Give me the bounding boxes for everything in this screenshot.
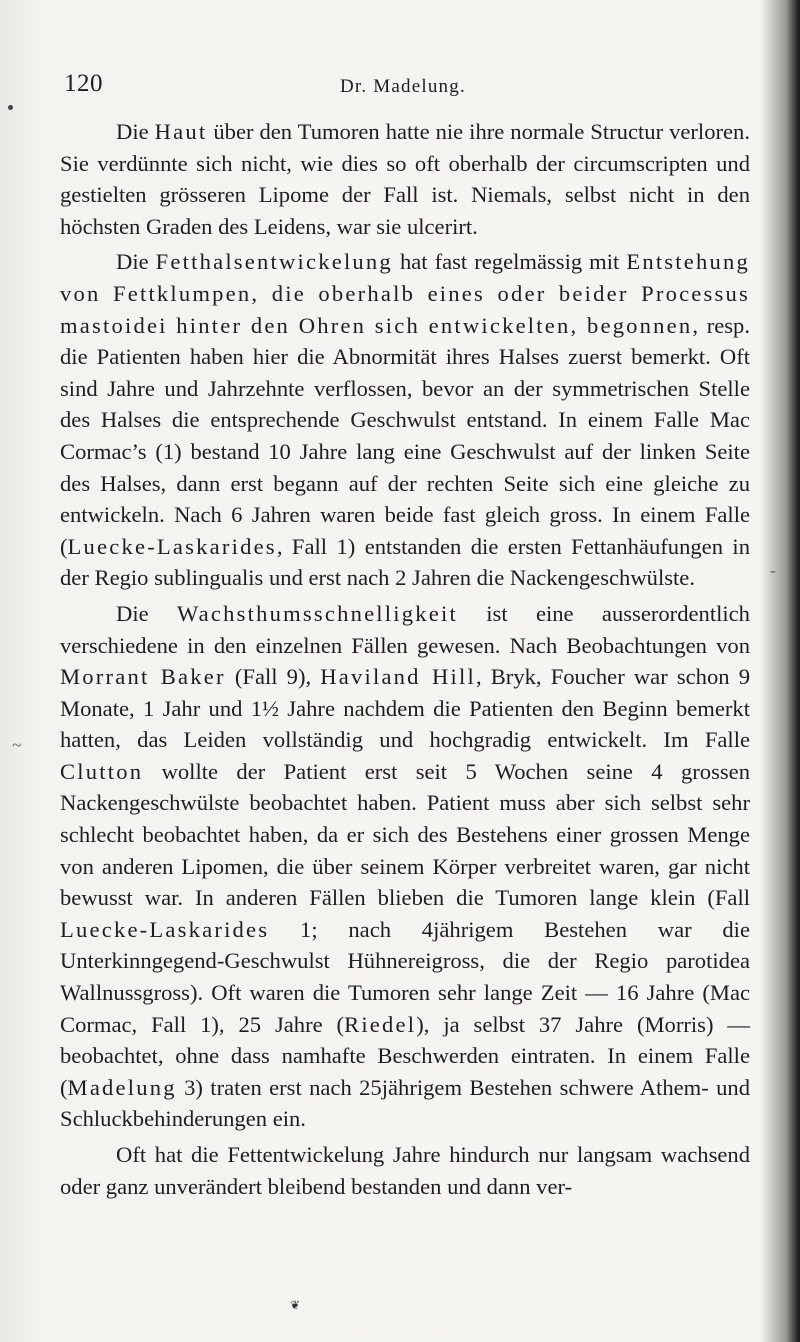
emphasized-text: Entstehung von Fettklumpen, die oberhalb eines oder beider Processus mastoidei hinter den Ohren sich entwickelten, begonnen, [60, 249, 750, 338]
emphasized-text: Wachsthumsschnelligkeit [176, 600, 458, 626]
paragraph-text: wollte der Patient erst seit 5 Wochen seine 4 grossen Nackengeschwülste beobachtet haben. Patient muss aber sich selbst sehr schlecht beobachtet haben, da er sich des Bestehens einer grossen Menge von anderen Lipomen, die über seinem Körper verbreitet waren, gar nicht bewusst war. In anderen Fällen blieben die Tumoren lange klein (Fall [60, 758, 750, 911]
paragraph [60, 598, 750, 1135]
paragraph-text: Oft hat die Fettentwickelung Jahre hindurch nur langsam wachsend oder ganz unverändert bleibend bestanden und dann ver- [60, 1142, 750, 1199]
paragraph-text: resp. die Patienten haben hier die Abnormität ihres Halses zuerst bemerkt. Oft sind Jahre und Jahrzehnte verflossen, bevor an der symmetrischen Stelle des Halses die entsprechende Geschwulst entstand. In einem Falle Mac Cormac’s (1) bestand 10 Jahre lang eine Geschwulst auf der linken Seite des Halses, dann erst begann auf der rechten Seite sich eine gleiche zu entwickeln. Nach 6 Jahren waren beide fast gleich gross. In einem Falle ( [60, 312, 750, 559]
paragraph-text: Die [116, 249, 156, 275]
emphasized-text: Clutton [60, 758, 144, 784]
page-header [64, 70, 744, 102]
paragraph-text: , Bryk, Foucher war schon 9 Monate, 1 Jahr und 1½ Jahre nachdem die Patienten den Beginn bemerkt hatten, das Leiden vollständig und hochgradig entwickelt. Im Falle [60, 664, 750, 753]
margin-ink-dot [8, 105, 13, 110]
emphasized-text: Madelung [67, 1074, 177, 1100]
paragraph-text: (Fall 9), [225, 664, 321, 690]
running-head: Dr. Madelung. [340, 76, 466, 97]
paragraph [60, 1139, 750, 1202]
page-edge-shadow [786, 0, 800, 1342]
paragraph-text: über den Tumoren hatte nie ihre normale Structur verloren. Sie verdünnte sich nicht, wie dies so oft oberhalb der circumscripten und gestielten grösseren Lipome der Fall ist. Niemals, selbst nicht in den höchsten Graden des Leidens, war sie ulcerirt. [60, 119, 751, 239]
emphasized-text: Fetthalsentwickelung [155, 249, 393, 275]
paragraph-text: ist eine ausserordentlich verschiedene in den einzelnen Fällen gewesen. Nach Beobachtungen von [60, 600, 750, 658]
paragraph [60, 116, 750, 242]
paragraph-text: , Fall 1) entstanden die ersten Fettanhäufungen in der Regio sublingualis und erst nach 2 Jahren die Nackengeschwülste. [60, 533, 750, 591]
paragraph-text: 1; nach 4jährigem Bestehen war die Unterkinngegend-Geschwulst Hühnereigross, die der Regio parotidea Wallnussgross). Oft waren die Tumoren sehr lange Zeit — 16 Jahre (Mac Cormac, Fall 1), 25 Jahre ( [60, 916, 750, 1037]
paragraph-text: hat fast regelmässig mit [392, 249, 627, 275]
paragraph [60, 246, 750, 594]
footer-ornament: ❦ [290, 1298, 301, 1312]
emphasized-text: Morrant Baker [60, 664, 226, 690]
paragraph-text: ), ja selbst 37 Jahre (Morris) — beobachtet, ohne dass namhafte Beschwerden eintraten. In einem Falle ( [60, 1011, 750, 1100]
emphasized-text: Haviland Hill [320, 664, 476, 690]
emphasized-text: Haut [154, 119, 208, 144]
paragraph-text: 3) traten erst nach 25jährigem Bestehen schwere Athem- und Schluckbehinderungen ein. [60, 1074, 750, 1132]
page-number: 120 [64, 70, 103, 97]
margin-dash-mark: ~ [12, 735, 22, 755]
emphasized-text: Riedel [344, 1011, 417, 1037]
paragraph-text: Die [116, 600, 177, 626]
emphasized-text: Luecke-Laskarides [67, 533, 277, 559]
margin-dash-mark-right: - [770, 560, 776, 580]
paragraph-text: Die [116, 119, 155, 144]
body-text [60, 116, 750, 1202]
emphasized-text: Luecke-Laskarides [60, 916, 270, 942]
